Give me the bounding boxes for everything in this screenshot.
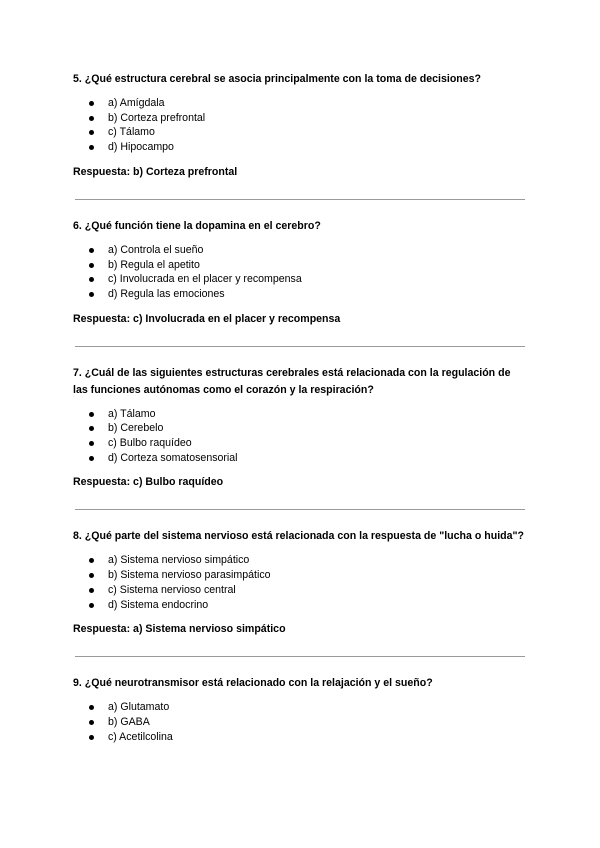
option-text: c) Bulbo raquídeo [108,437,192,450]
question-8 [73,528,525,636]
question-7-options [73,407,525,466]
question-8-answer: Respuesta: a) Sistema nervioso simpático [73,623,286,636]
option-item [73,407,525,422]
question-7-title: 7. ¿Cuál de las siguientes estructuras cerebrales está relacionada con la regulación de las funciones autónomas como el corazón y la respiración? [73,366,511,396]
question-9-title: 9. ¿Qué neurotransmisor está relacionado con la relajación y el sueño? [73,677,433,690]
bullet-icon [89,426,94,431]
bullet-icon [89,145,94,150]
document-page [73,71,525,754]
bullet-icon [89,412,94,417]
option-item [73,421,525,436]
option-text: a) Glutamato [108,701,170,714]
question-5-title: 5. ¿Qué estructura cerebral se asocia principalmente con la toma de decisiones? [73,73,482,85]
option-text: c) Acetilcolina [108,730,173,743]
question-6-title: 6. ¿Qué función tiene la dopamina en el cerebro? [73,219,321,232]
option-item [73,583,525,598]
bullet-icon [89,116,94,121]
option-item [73,553,525,568]
option-text: d) Corteza somatosensorial [108,451,238,464]
bullet-icon [89,705,94,710]
bullet-icon [89,558,94,563]
option-text: b) Corteza prefrontal [108,111,206,124]
option-item [73,96,525,111]
section-divider [75,199,525,200]
option-text: a) Sistema nervioso simpático [108,554,250,567]
question-8-options [73,553,525,612]
question-6-answer: Respuesta: c) Involucrada en el placer y recompensa [73,312,341,325]
option-text: b) Regula el apetito [108,258,200,271]
bullet-icon [89,735,94,740]
bullet-icon [89,603,94,608]
option-item [73,258,525,273]
bullet-icon [89,588,94,593]
option-text: c) Involucrada en el placer y recompensa [108,273,302,286]
option-item [73,111,525,126]
question-8-title: 8. ¿Qué parte del sistema nervioso está relacionada con la respuesta de "lucha o huida"? [73,530,525,543]
option-item [73,451,525,466]
option-text: d) Hipocampo [108,141,174,154]
bullet-icon [89,720,94,725]
option-text: b) GABA [108,715,150,728]
option-item [73,287,525,302]
section-divider [75,509,525,510]
option-text: c) Tálamo [108,126,155,139]
option-text: a) Controla el sueño [108,243,204,256]
option-item [73,125,525,140]
bullet-icon [89,248,94,253]
option-item [73,568,525,583]
bullet-icon [89,277,94,282]
question-5-answer: Respuesta: b) Corteza prefrontal [73,165,238,178]
option-item [73,700,525,715]
option-item [73,436,525,451]
option-text: b) Sistema nervioso parasimpático [108,569,271,582]
bullet-icon [89,130,94,135]
bullet-icon [89,263,94,268]
question-5-options [73,96,525,155]
section-divider [75,656,525,657]
section-divider [75,346,525,347]
question-6 [73,218,525,326]
question-9-options [73,700,525,744]
bullet-icon [89,456,94,461]
option-item [73,715,525,730]
option-text: b) Cerebelo [108,422,164,435]
option-text: d) Sistema endocrino [108,598,209,611]
bullet-icon [89,101,94,106]
bullet-icon [89,573,94,578]
question-7-answer: Respuesta: c) Bulbo raquídeo [73,476,224,489]
bullet-icon [89,292,94,297]
option-item [73,140,525,155]
question-9 [73,675,525,744]
question-7 [73,365,525,490]
question-6-options [73,243,525,302]
question-5 [73,71,525,179]
option-text: a) Tálamo [108,407,156,420]
bullet-icon [89,441,94,446]
option-item [73,272,525,287]
option-text: a) Amígdala [108,97,165,109]
option-item [73,598,525,613]
option-text: c) Sistema nervioso central [108,583,236,596]
option-item [73,243,525,258]
option-item [73,730,525,745]
option-text: d) Regula las emociones [108,287,225,300]
